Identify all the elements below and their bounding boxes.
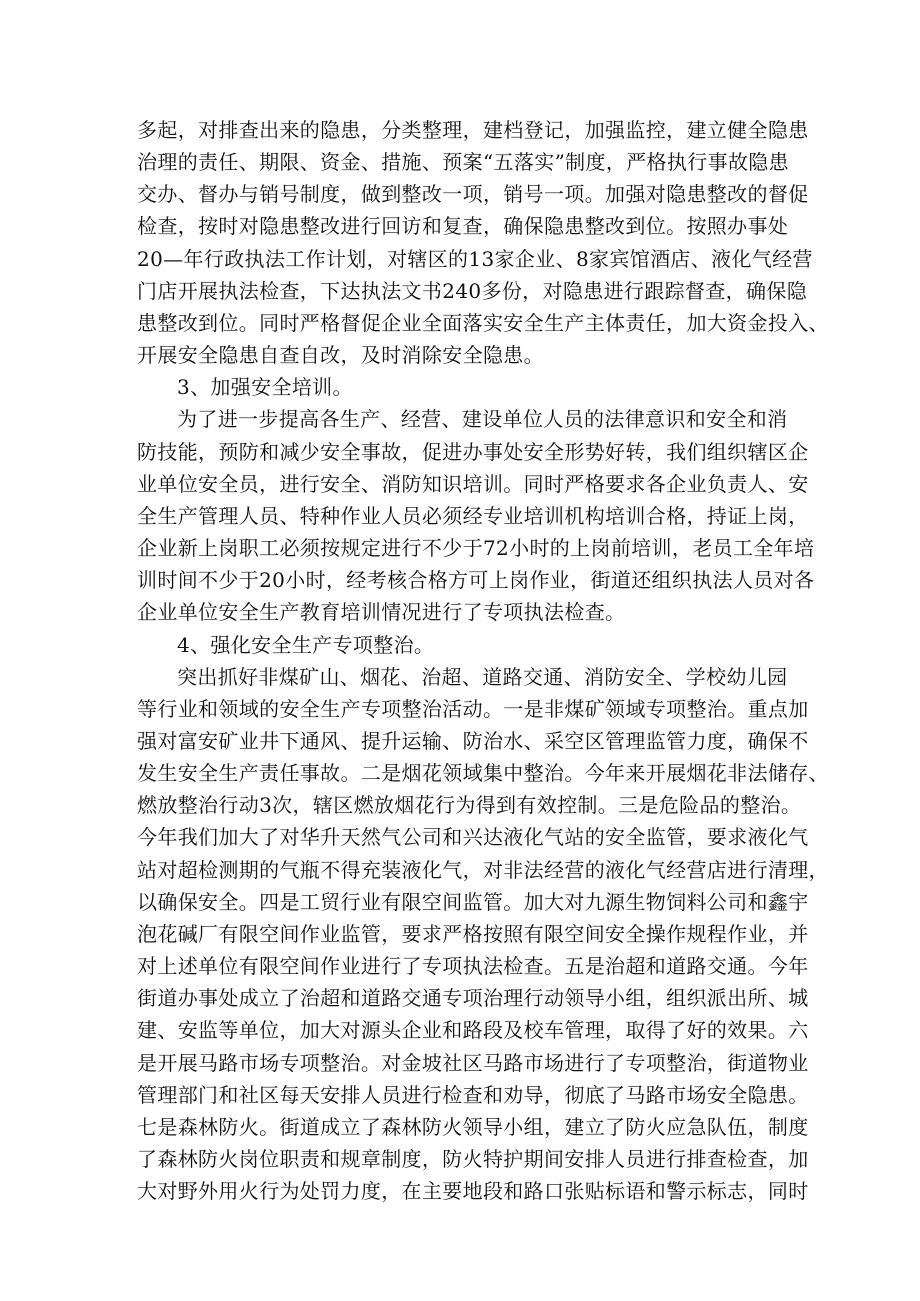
paragraph-line: 了森林防火岗位职责和规章制度，防火特护期间安排人员进行排查检查，加 [137, 1147, 809, 1171]
paragraph-line: 大对野外用火行为处罚力度，在主要地段和路口张贴标语和警示标志，同时 [137, 1179, 809, 1204]
paragraph-line: 全生产管理人员、特种作业人员必须经专业培训机构培训合格，持证上岗， [137, 503, 809, 528]
paragraph-line: 训时间不少于20小时，经考核合格方可上岗作业，街道还组织执法人员对各 [137, 568, 815, 593]
paragraph-line: 门店开展执法检查，下达执法文书240多份，对隐患进行跟踪督查，确保隐 [137, 278, 808, 303]
paragraph-line: 治理的责任、期限、资金、措施、预案“五落实”制度，严格执行事故隐患 [137, 150, 789, 175]
paragraph-line: 业单位安全员，进行安全、消防知识培训。同时严格要求各企业负责人、安 [137, 471, 809, 496]
paragraph-line: 20—年行政执法工作计划，对辖区的13家企业、8家宾馆酒店、液化气经营 [137, 246, 813, 271]
paragraph-line: 企业新上岗职工必须按规定进行不少于72小时的上岗前培训，老员工全年培 [137, 536, 815, 561]
paragraph-line: 建、安监等单位，加大对源头企业和路段及校车管理，取得了好的效果。六 [137, 1018, 809, 1043]
paragraph-line: 多起，对排查出来的隐患，分类整理，建档登记，加强监控，建立健全隐患 [137, 118, 809, 142]
paragraph-line: 发生安全生产责任事故。二是烟花领域集中整治。今年来开展烟花非法储存、 [137, 761, 829, 786]
paragraph-line: 防技能，预防和减少安全事故，促进办事处安全形势好转，我们组织辖区企 [137, 439, 809, 464]
paragraph-line: 是开展马路市场专项整治。对金坡社区马路市场进行了专项整治，街道物业 [137, 1050, 809, 1075]
paragraph-line: 开展安全隐患自查自改，及时消除安全隐患。 [137, 343, 544, 368]
paragraph-line: 站对超检测期的气瓶不得充装液化气，对非法经营的液化气经营店进行清理， [137, 857, 829, 882]
paragraph-line: 今年我们加大了对华升天然气公司和兴达液化气站的安全监管，要求液化气 [137, 825, 809, 850]
paragraph-line: 燃放整治行动3次，辖区燃放烟花行为得到有效控制。三是危险品的整治。 [137, 793, 802, 818]
document-body [137, 114, 829, 1207]
paragraph-line: 泡花碱厂有限空间作业监管，要求严格按照有限空间安全操作规程作业，并 [137, 921, 809, 946]
paragraph-line: 管理部门和社区每天安排人员进行检查和劝导，彻底了马路市场安全隐患。 [137, 1082, 809, 1107]
section-heading: 4、强化安全生产专项整治。 [177, 632, 435, 657]
paragraph-line: 七是森林防火。街道成立了森林防火领导小组，建立了防火应急队伍，制度 [137, 1114, 809, 1139]
section-heading: 3、加强安全培训。 [177, 375, 353, 400]
paragraph-line: 检查，按时对隐患整改进行回访和复查，确保隐患整改到位。按照办事处 [137, 214, 789, 239]
paragraph-line: 对上述单位有限空间作业进行了专项执法检查。五是治超和道路交通。今年 [137, 954, 809, 979]
paragraph-line: 等行业和领域的安全生产专项整治活动。一是非煤矿领域专项整治。重点加 [137, 696, 809, 721]
paragraph-line: 强对富安矿业井下通风、提升运输、防治水、采空区管理监管力度，确保不 [137, 728, 809, 753]
paragraph-line: 交办、督办与销号制度，做到整改一项，销号一项。加强对隐患整改的督促 [137, 182, 809, 207]
paragraph-line: 街道办事处成立了治超和道路交通专项治理行动领导小组，组织派出所、城 [137, 986, 809, 1011]
paragraph-line: 突出抓好非煤矿山、烟花、治超、道路交通、消防安全、学校幼儿园 [177, 664, 788, 689]
paragraph-line: 企业单位安全生产教育培训情况进行了专项执法检查。 [137, 600, 626, 625]
paragraph-line: 以确保安全。四是工贸行业有限空间监管。加大对九源生物饲料公司和鑫宇 [137, 889, 809, 914]
paragraph-line: 患整改到位。同时严格督促企业全面落实安全生产主体责任，加大资金投入、 [137, 310, 829, 335]
paragraph-line: 为了进一步提高各生产、经营、建设单位人员的法律意识和安全和消 [177, 407, 788, 432]
